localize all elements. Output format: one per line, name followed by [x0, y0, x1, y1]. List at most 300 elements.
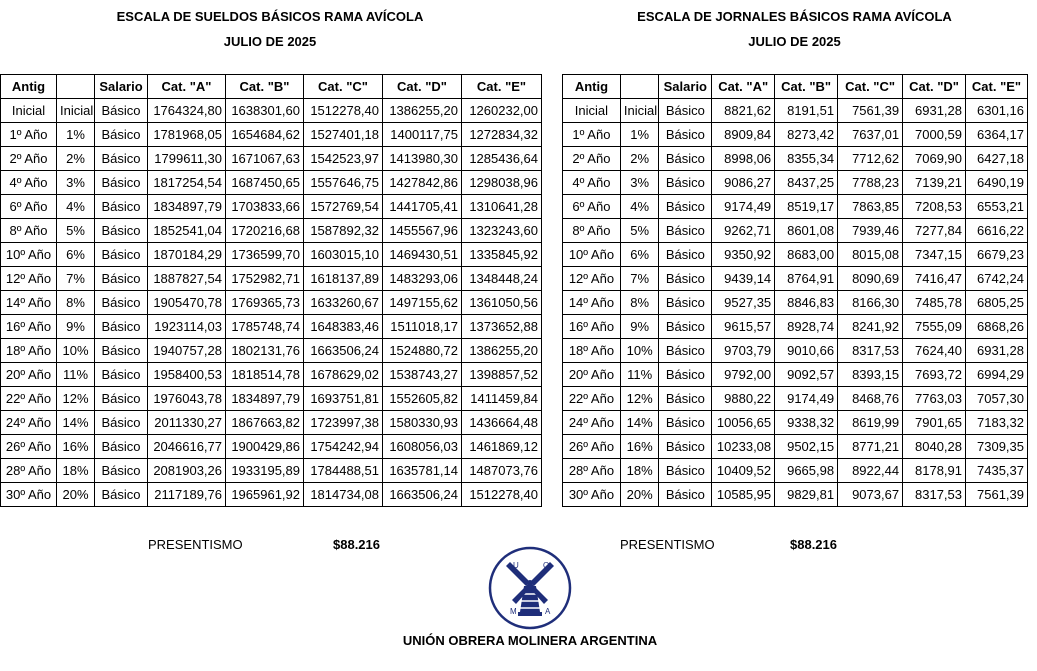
table-cell: 7693,72 — [903, 363, 966, 387]
table-cell: 4º Año — [1, 171, 57, 195]
table-cell: Básico — [95, 315, 148, 339]
table-cell: Básico — [659, 243, 712, 267]
table-cell: 1497155,62 — [383, 291, 462, 315]
table-row — [563, 171, 1028, 195]
table-cell: Básico — [659, 315, 712, 339]
table-cell: 11% — [57, 363, 95, 387]
table-cell: 1799611,30 — [148, 147, 226, 171]
table-cell: 1386255,20 — [383, 99, 462, 123]
table-cell: 4% — [620, 195, 659, 219]
table-cell: 8015,08 — [838, 243, 903, 267]
table-cell: 14% — [57, 411, 95, 435]
table-row — [563, 411, 1028, 435]
table-cell: 1386255,20 — [462, 339, 542, 363]
table-cell: 6490,19 — [966, 171, 1028, 195]
table-cell: 1940757,28 — [148, 339, 226, 363]
table-row — [1, 219, 542, 243]
table-cell: 10233,08 — [712, 435, 775, 459]
table-cell: Básico — [95, 459, 148, 483]
table-row — [563, 219, 1028, 243]
table-cell: 9262,71 — [712, 219, 775, 243]
table-cell: 9% — [620, 315, 659, 339]
table-cell: 8166,30 — [838, 291, 903, 315]
table-cell: 7% — [57, 267, 95, 291]
table-cell: Inicial — [1, 99, 57, 123]
table-cell: 18º Año — [1, 339, 57, 363]
table-row — [563, 483, 1028, 507]
table-cell: 9829,81 — [775, 483, 838, 507]
table-cell: 8393,15 — [838, 363, 903, 387]
table-cell: 1723997,38 — [304, 411, 383, 435]
table-cell: 7208,53 — [903, 195, 966, 219]
table-cell: 16% — [57, 435, 95, 459]
table-cell: 1427842,86 — [383, 171, 462, 195]
table-cell: 1654684,62 — [226, 123, 304, 147]
table-cell: 1635781,14 — [383, 459, 462, 483]
table-row — [563, 339, 1028, 363]
table-row — [563, 315, 1028, 339]
table-row — [1, 411, 542, 435]
table-row — [563, 123, 1028, 147]
table-cell: Básico — [95, 123, 148, 147]
logo-letter-a: A — [545, 607, 551, 616]
right-period: JULIO DE 2025 — [748, 34, 841, 49]
table-cell: 14º Año — [1, 291, 57, 315]
table-cell: 9703,79 — [712, 339, 775, 363]
table-cell: 1527401,18 — [304, 123, 383, 147]
table-cell: 9174,49 — [712, 195, 775, 219]
table-cell: Básico — [659, 459, 712, 483]
table-row — [563, 291, 1028, 315]
table-cell: 1580330,93 — [383, 411, 462, 435]
table-cell: 6616,22 — [966, 219, 1028, 243]
table-cell: 7901,65 — [903, 411, 966, 435]
table-cell: 1512278,40 — [462, 483, 542, 507]
table-cell: 8317,53 — [838, 339, 903, 363]
table-cell: 7712,62 — [838, 147, 903, 171]
table-cell: 1260232,00 — [462, 99, 542, 123]
table-cell: Básico — [95, 411, 148, 435]
table-cell: 1852541,04 — [148, 219, 226, 243]
table-cell: 8764,91 — [775, 267, 838, 291]
left-period: JULIO DE 2025 — [223, 34, 317, 49]
table-cell: 8519,17 — [775, 195, 838, 219]
column-header: Salario — [659, 75, 712, 99]
table-cell: 6679,23 — [966, 243, 1028, 267]
table-cell: 1411459,84 — [462, 387, 542, 411]
table-cell: 8771,21 — [838, 435, 903, 459]
table-cell: 7561,39 — [838, 99, 903, 123]
table-cell: 9502,15 — [775, 435, 838, 459]
table-cell: 1754242,94 — [304, 435, 383, 459]
table-cell: 7277,84 — [903, 219, 966, 243]
table-cell: 2081903,26 — [148, 459, 226, 483]
table-cell: 3% — [620, 171, 659, 195]
table-cell: 12º Año — [1, 267, 57, 291]
table-cell: 1663506,24 — [304, 339, 383, 363]
salary-scale-table — [0, 74, 542, 507]
table-cell: Básico — [659, 195, 712, 219]
table-cell: 18º Año — [563, 339, 621, 363]
table-cell: 1298038,96 — [462, 171, 542, 195]
table-cell: 11% — [620, 363, 659, 387]
table-cell: Básico — [95, 363, 148, 387]
table-row — [1, 483, 542, 507]
table-row — [563, 363, 1028, 387]
table-cell: 1693751,81 — [304, 387, 383, 411]
table-cell: 20% — [620, 483, 659, 507]
left-presentismo-value: $88.216 — [333, 537, 380, 552]
table-cell: 7624,40 — [903, 339, 966, 363]
table-cell: 10409,52 — [712, 459, 775, 483]
table-cell: 9086,27 — [712, 171, 775, 195]
table-cell: 20º Año — [1, 363, 57, 387]
table-cell: 1% — [57, 123, 95, 147]
table-cell: 9792,00 — [712, 363, 775, 387]
table-row — [563, 387, 1028, 411]
table-cell: 7788,23 — [838, 171, 903, 195]
table-cell: 1361050,56 — [462, 291, 542, 315]
table-cell: 1703833,66 — [226, 195, 304, 219]
table-cell: Básico — [95, 99, 148, 123]
table-cell: 24º Año — [1, 411, 57, 435]
table-cell: 7057,30 — [966, 387, 1028, 411]
table-cell: Básico — [95, 483, 148, 507]
table-cell: 8191,51 — [775, 99, 838, 123]
table-cell: 7416,47 — [903, 267, 966, 291]
column-header: Cat. "E" — [966, 75, 1028, 99]
table-row — [1, 459, 542, 483]
table-cell: 8909,84 — [712, 123, 775, 147]
table-cell: 12% — [620, 387, 659, 411]
table-cell: 8846,83 — [775, 291, 838, 315]
table-cell: 1608056,03 — [383, 435, 462, 459]
right-presentismo-label: PRESENTISMO — [620, 537, 715, 552]
table-cell: 1736599,70 — [226, 243, 304, 267]
table-row — [563, 195, 1028, 219]
table-cell: 12º Año — [563, 267, 621, 291]
table-cell: 7637,01 — [838, 123, 903, 147]
table-cell: Básico — [95, 291, 148, 315]
table-cell: 6931,28 — [903, 99, 966, 123]
table-cell: Básico — [95, 243, 148, 267]
table-cell: 6994,29 — [966, 363, 1028, 387]
column-header — [620, 75, 659, 99]
column-header: Cat. "A" — [148, 75, 226, 99]
table-cell: 1817254,54 — [148, 171, 226, 195]
table-cell: 28º Año — [563, 459, 621, 483]
table-cell: 7069,90 — [903, 147, 966, 171]
table-cell: 8º Año — [1, 219, 57, 243]
table-cell: 28º Año — [1, 459, 57, 483]
table-cell: 1538743,27 — [383, 363, 462, 387]
table-cell: 7% — [620, 267, 659, 291]
table-cell: Básico — [95, 219, 148, 243]
table-cell: 8998,06 — [712, 147, 775, 171]
table-cell: 8273,42 — [775, 123, 838, 147]
table-cell: 1834897,79 — [148, 195, 226, 219]
table-cell: 8683,00 — [775, 243, 838, 267]
table-cell: 9350,92 — [712, 243, 775, 267]
column-header: Salario — [95, 75, 148, 99]
table-header-row — [563, 75, 1028, 99]
table-cell: 1818514,78 — [226, 363, 304, 387]
table-cell: 1461869,12 — [462, 435, 542, 459]
column-header: Cat. "B" — [226, 75, 304, 99]
table-cell: 10585,95 — [712, 483, 775, 507]
logo-letter-u: U — [513, 561, 519, 570]
table-cell: 2011330,27 — [148, 411, 226, 435]
table-cell: 9527,35 — [712, 291, 775, 315]
table-cell: 2º Año — [1, 147, 57, 171]
table-row — [563, 147, 1028, 171]
table-cell: 7139,21 — [903, 171, 966, 195]
column-header: Cat. "E" — [462, 75, 542, 99]
table-cell: 1784488,51 — [304, 459, 383, 483]
table-cell: 10º Año — [563, 243, 621, 267]
table-cell: 1487073,76 — [462, 459, 542, 483]
column-header: Cat. "C" — [304, 75, 383, 99]
table-cell: 30º Año — [563, 483, 621, 507]
logo-letter-m: M — [510, 607, 517, 616]
table-cell: 1671067,63 — [226, 147, 304, 171]
table-cell: 1469430,51 — [383, 243, 462, 267]
table-cell: 1867663,82 — [226, 411, 304, 435]
table-cell: 7763,03 — [903, 387, 966, 411]
table-cell: 7555,09 — [903, 315, 966, 339]
table-cell: 2º Año — [563, 147, 621, 171]
table-cell: 1618137,89 — [304, 267, 383, 291]
table-row — [1, 267, 542, 291]
table-row — [563, 435, 1028, 459]
table-cell: Básico — [95, 147, 148, 171]
table-cell: 1933195,89 — [226, 459, 304, 483]
table-cell: 1º Año — [563, 123, 621, 147]
table-cell: Básico — [659, 267, 712, 291]
table-cell: 30º Año — [1, 483, 57, 507]
table-cell: 8821,62 — [712, 99, 775, 123]
table-row — [1, 195, 542, 219]
table-cell: 6% — [57, 243, 95, 267]
table-cell: 8437,25 — [775, 171, 838, 195]
table-cell: 1373652,88 — [462, 315, 542, 339]
column-header: Cat. "D" — [903, 75, 966, 99]
table-cell: Básico — [659, 171, 712, 195]
table-cell: 1900429,86 — [226, 435, 304, 459]
right-presentismo-value: $88.216 — [790, 537, 837, 552]
table-cell: 3% — [57, 171, 95, 195]
table-cell: 7000,59 — [903, 123, 966, 147]
table-cell: Básico — [659, 483, 712, 507]
table-cell: 1663506,24 — [383, 483, 462, 507]
table-cell: 8317,53 — [903, 483, 966, 507]
table-cell: 1285436,64 — [462, 147, 542, 171]
table-cell: 1638301,60 — [226, 99, 304, 123]
column-header: Antig — [1, 75, 57, 99]
table-cell: 14% — [620, 411, 659, 435]
table-cell: 9338,32 — [775, 411, 838, 435]
table-cell: 8601,08 — [775, 219, 838, 243]
table-cell: 8619,99 — [838, 411, 903, 435]
table-cell: 24º Año — [563, 411, 621, 435]
table-cell: 9010,66 — [775, 339, 838, 363]
table-cell: 1587892,32 — [304, 219, 383, 243]
table-row — [563, 459, 1028, 483]
left-presentismo-label: PRESENTISMO — [148, 537, 243, 552]
table-cell: 7863,85 — [838, 195, 903, 219]
table-cell: 7939,46 — [838, 219, 903, 243]
right-title: ESCALA DE JORNALES BÁSICOS RAMA AVÍCOLA — [637, 9, 952, 24]
table-cell: Básico — [95, 171, 148, 195]
column-header — [57, 75, 95, 99]
table-cell: 1887827,54 — [148, 267, 226, 291]
table-cell: 2% — [620, 147, 659, 171]
table-cell: 1769365,73 — [226, 291, 304, 315]
table-row — [1, 123, 542, 147]
column-header: Cat. "A" — [712, 75, 775, 99]
table-cell: 4º Año — [563, 171, 621, 195]
table-row — [1, 387, 542, 411]
table-cell: 1572769,54 — [304, 195, 383, 219]
table-cell: 1436664,48 — [462, 411, 542, 435]
table-cell: 6553,21 — [966, 195, 1028, 219]
table-cell: 1552605,82 — [383, 387, 462, 411]
table-cell: 1511018,17 — [383, 315, 462, 339]
table-cell: 9439,14 — [712, 267, 775, 291]
table-cell: Básico — [95, 435, 148, 459]
table-cell: 9092,57 — [775, 363, 838, 387]
table-cell: 1348448,24 — [462, 267, 542, 291]
table-cell: 1720216,68 — [226, 219, 304, 243]
table-row — [1, 291, 542, 315]
table-cell: 9174,49 — [775, 387, 838, 411]
table-cell: 8241,92 — [838, 315, 903, 339]
table-cell: 1% — [620, 123, 659, 147]
table-cell: 1º Año — [1, 123, 57, 147]
table-cell: Básico — [95, 387, 148, 411]
table-cell: 1965961,92 — [226, 483, 304, 507]
table-cell: 1512278,40 — [304, 99, 383, 123]
table-cell: 1398857,52 — [462, 363, 542, 387]
table-cell: Básico — [659, 411, 712, 435]
table-cell: Básico — [95, 267, 148, 291]
table-cell: 14º Año — [563, 291, 621, 315]
table-cell: 1814734,08 — [304, 483, 383, 507]
table-cell: 5% — [57, 219, 95, 243]
table-cell: 8% — [57, 291, 95, 315]
table-row — [1, 243, 542, 267]
table-cell: Básico — [659, 363, 712, 387]
table-cell: 1455567,96 — [383, 219, 462, 243]
table-cell: 1272834,32 — [462, 123, 542, 147]
table-cell: 6º Año — [563, 195, 621, 219]
table-cell: 1524880,72 — [383, 339, 462, 363]
table-cell: 6868,26 — [966, 315, 1028, 339]
table-cell: 4% — [57, 195, 95, 219]
table-row — [563, 267, 1028, 291]
table-cell: 1687450,65 — [226, 171, 304, 195]
table-cell: 1958400,53 — [148, 363, 226, 387]
table-cell: 1310641,28 — [462, 195, 542, 219]
table-cell: Inicial — [57, 99, 95, 123]
table-cell: Básico — [659, 123, 712, 147]
table-cell: 1483293,06 — [383, 267, 462, 291]
table-cell: Inicial — [563, 99, 621, 123]
table-cell: 18% — [620, 459, 659, 483]
table-cell: 7309,35 — [966, 435, 1028, 459]
table-row — [563, 99, 1028, 123]
table-cell: Básico — [95, 195, 148, 219]
table-cell: 2% — [57, 147, 95, 171]
table-cell: 1870184,29 — [148, 243, 226, 267]
table-cell: 1413980,30 — [383, 147, 462, 171]
table-cell: 8355,34 — [775, 147, 838, 171]
table-cell: 6364,17 — [966, 123, 1028, 147]
table-cell: 6427,18 — [966, 147, 1028, 171]
table-cell: 1781968,05 — [148, 123, 226, 147]
table-cell: 8928,74 — [775, 315, 838, 339]
column-header: Cat. "B" — [775, 75, 838, 99]
table-cell: 6º Año — [1, 195, 57, 219]
table-header-row — [1, 75, 542, 99]
table-cell: 9880,22 — [712, 387, 775, 411]
table-cell: 26º Año — [563, 435, 621, 459]
table-cell: 22º Año — [563, 387, 621, 411]
table-cell: 1441705,41 — [383, 195, 462, 219]
table-cell: 5% — [620, 219, 659, 243]
table-cell: 8040,28 — [903, 435, 966, 459]
table-cell: 1603015,10 — [304, 243, 383, 267]
table-cell: 1542523,97 — [304, 147, 383, 171]
table-cell: 1648383,46 — [304, 315, 383, 339]
table-cell: 2117189,76 — [148, 483, 226, 507]
table-cell: 1785748,74 — [226, 315, 304, 339]
table-cell: Básico — [95, 339, 148, 363]
table-cell: 6301,16 — [966, 99, 1028, 123]
table-cell: 18% — [57, 459, 95, 483]
table-cell: 26º Año — [1, 435, 57, 459]
table-cell: 1764324,80 — [148, 99, 226, 123]
table-cell: 16º Año — [563, 315, 621, 339]
table-row — [1, 147, 542, 171]
table-cell: Básico — [659, 339, 712, 363]
table-cell: 6931,28 — [966, 339, 1028, 363]
table-cell: 1834897,79 — [226, 387, 304, 411]
table-cell: 9665,98 — [775, 459, 838, 483]
table-cell: 10056,65 — [712, 411, 775, 435]
table-cell: 1905470,78 — [148, 291, 226, 315]
column-header: Antig — [563, 75, 621, 99]
organization-name: UNIÓN OBRERA MOLINERA ARGENTINA — [402, 633, 658, 648]
table-row — [1, 171, 542, 195]
table-cell: Básico — [659, 291, 712, 315]
table-row — [1, 363, 542, 387]
table-cell: Inicial — [620, 99, 659, 123]
table-cell: Básico — [659, 435, 712, 459]
table-cell: Básico — [659, 387, 712, 411]
table-cell: Básico — [659, 99, 712, 123]
table-cell: 8468,76 — [838, 387, 903, 411]
logo-letter-o: O — [543, 561, 550, 570]
table-cell: 9% — [57, 315, 95, 339]
table-cell: 1400117,75 — [383, 123, 462, 147]
table-cell: 10% — [57, 339, 95, 363]
table-cell: 1678629,02 — [304, 363, 383, 387]
table-cell: 16º Año — [1, 315, 57, 339]
table-row — [1, 339, 542, 363]
table-cell: 8178,91 — [903, 459, 966, 483]
column-header: Cat. "D" — [383, 75, 462, 99]
